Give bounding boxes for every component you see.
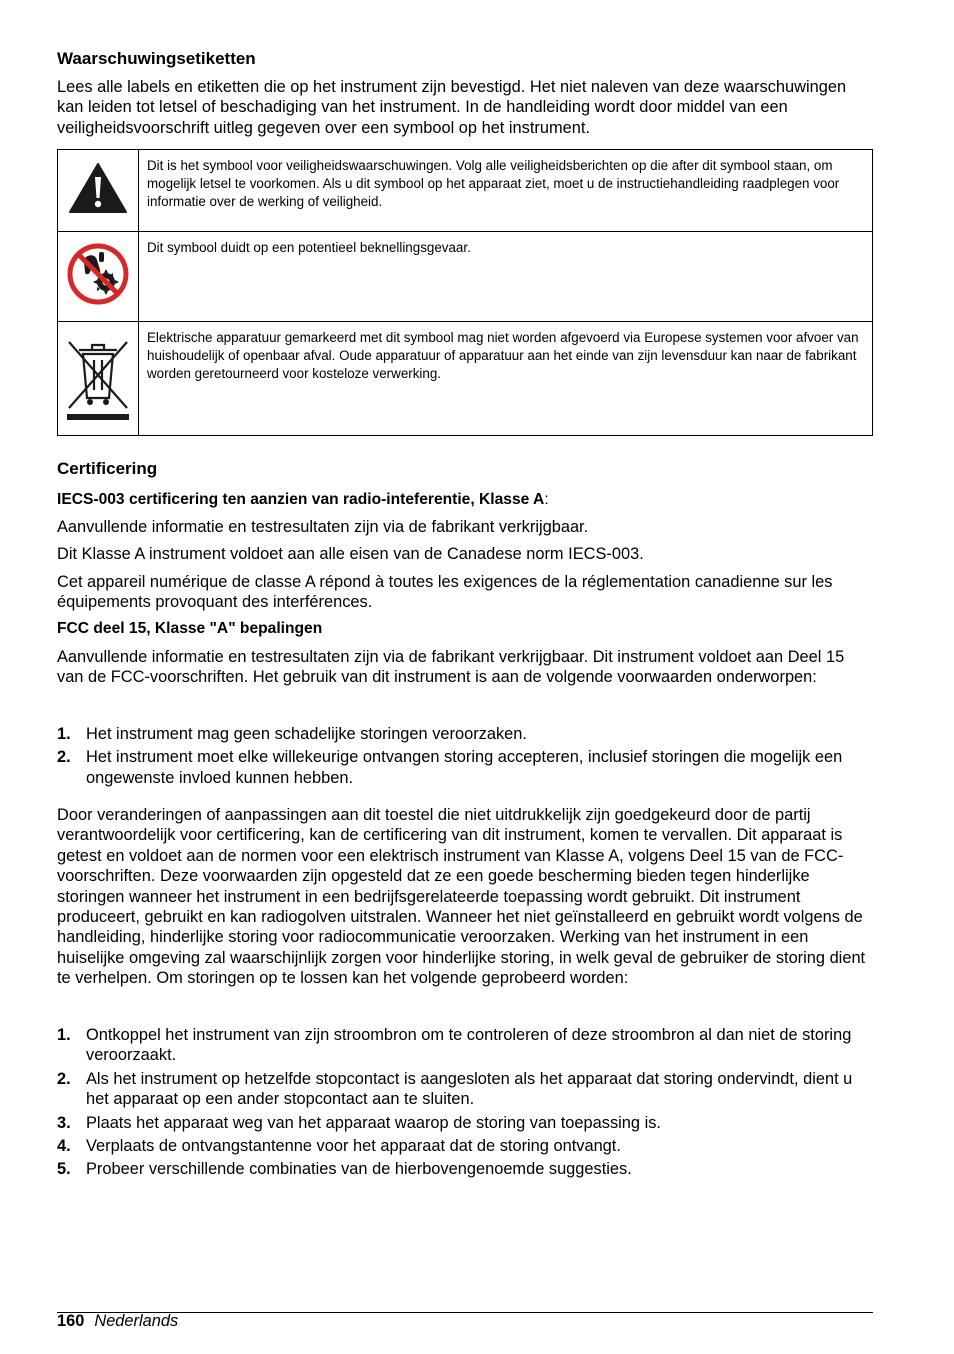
weee-crossed-bin-icon	[65, 328, 131, 424]
list-item	[57, 1113, 873, 1133]
list-item-number: 3.	[57, 1113, 71, 1132]
list-item-text: Het instrument moet elke willekeurige ontvangen storing accepteren, inclusief storingen die mogelijk een ongewenste invloed kunnen hebben.	[86, 748, 843, 787]
list-item-number: 2.	[57, 748, 71, 767]
list-item-number: 1.	[57, 1026, 71, 1044]
list-item-number: 4.	[57, 1137, 71, 1156]
footer-language: Nederlands	[94, 1312, 179, 1330]
section-title-warning-labels: Waarschuwingsetiketten	[57, 49, 256, 68]
iecs-paragraph-2: Dit Klasse A instrument voldoet aan alle eisen van de Canadese norm IECS-003.	[57, 545, 644, 563]
warning-description: Elektrische apparatuur gemarkeerd met dit symbool mag niet worden afgevoerd via Europese systemen voor afvoer van huishoudelijk of openbaar afval. Oude apparatuur of apparatuur aan het einde van zijn levensduur kan naar de fabrikant worden geretourneerd voor kosteloze verwerking.	[139, 322, 873, 436]
list-item-number: 5.	[57, 1160, 71, 1179]
list-item-text: Ontkoppel het instrument van zijn stroombron om te controleren of deze stroombron al dan niet de storing veroorzaakt.	[86, 1026, 852, 1065]
list-item-text: Plaats het apparaat weg van het apparaat waarop de storing van toepassing is.	[86, 1113, 661, 1132]
warning-symbol-cell	[58, 322, 139, 436]
page-number: 160	[57, 1312, 85, 1330]
fcc-conditions-list	[57, 724, 873, 788]
warning-row	[58, 322, 873, 436]
pinch-hazard-icon	[66, 242, 130, 306]
iecs-heading-colon: :	[544, 491, 549, 508]
section-title-certification: Certificering	[57, 459, 158, 478]
warning-symbols-table	[57, 149, 873, 436]
fcc-paragraph-1: Aanvullende informatie en testresultaten zijn via de fabrikant verkrijgbaar. Dit instrument voldoet aan Deel 15 van de FCC-voorschriften. Het gebruik van dit instrument is aan de volgende voorwaarden onderworpen:	[57, 648, 845, 687]
fcc-remedies-list	[57, 1025, 873, 1180]
fcc-heading: FCC deel 15, Klasse "A" bepalingen	[57, 620, 323, 637]
fcc-paragraph-2: Door veranderingen of aanpassingen aan dit toestel die niet uitdrukkelijk zijn goedgekeurd door de partij verantwoordelijk voor certificering, kan de certificering van dit instrument, komen te vervallen. Dit apparaat is getest en voldoet aan de normen voor een elektrisch instrument van Klasse A, volgens Deel 15 van de FCC-voorschriften. Deze voorwaarden zijn opgesteld dat ze een goede bescherming bieden tegen hinderlijke storingen wanneer het instrument in een bedrijfsgerelateerde toepassing wordt gebruikt. Dit instrument produceert, gebruikt en kan radiogolven uitstralen. Wanneer het niet geïnstalleerd en gebruikt wordt volgens de handleiding, hinderlijke storing voor radiocommunicatie veroorzaken. Werking van het instrument in een huiselijke omgeving zal waarschijnlijk zorgen voor hinderlijke storing, in welk geval de gebruiker de storing dient te verhelpen. Om storingen op te lossen kan het volgende geprobeerd worden:	[57, 806, 866, 988]
warning-intro-paragraph: Lees alle labels en etiketten die op het instrument zijn bevestigd. Het niet naleven van deze waarschuwingen kan leiden tot letsel of beschadiging van het instrument. In de handleiding wordt door middel van een veiligheidsvoorschrift uitleg gegeven over een symbool op het instrument.	[57, 78, 847, 137]
list-item	[57, 1025, 873, 1066]
warning-symbol-cell	[58, 150, 139, 232]
list-item-number: 2.	[57, 1069, 71, 1088]
iecs-paragraph-1: Aanvullende informatie en testresultaten zijn via de fabrikant verkrijgbaar.	[57, 518, 589, 536]
list-item	[57, 1136, 873, 1156]
list-item-text: Het instrument mag geen schadelijke storingen veroorzaken.	[86, 725, 527, 743]
warning-description: Dit is het symbool voor veiligheidswaarschuwingen. Volg alle veiligheidsberichten op die after dit symbool staan, om mogelijk letsel te voorkomen. Als u dit symbool op het apparaat ziet, moet u de instructiehandleiding raadplegen voor informatie over de werking of veiligheid.	[139, 150, 873, 232]
list-item	[57, 1159, 873, 1179]
footer-divider	[57, 1312, 873, 1313]
warning-description: Dit symbool duidt op een potentieel beknellingsgevaar.	[139, 232, 873, 322]
iecs-heading	[57, 490, 549, 510]
list-item	[57, 1069, 873, 1110]
list-item-number: 1.	[57, 725, 71, 743]
list-item-text: Probeer verschillende combinaties van de hierbovengenoemde suggesties.	[86, 1160, 632, 1179]
warning-symbol-cell	[58, 232, 139, 322]
warning-triangle-icon	[68, 162, 128, 214]
list-item	[57, 724, 873, 744]
list-item	[57, 747, 873, 788]
iecs-paragraph-3-french: Cet appareil numérique de classe A répond à toutes les exigences de la réglementation canadienne sur les équipements provoquant des interférences.	[57, 573, 833, 612]
list-item-text: Als het instrument op hetzelfde stopcontact is aangesloten als het apparaat dat storing ondervindt, dient u het apparaat op een ander stopcontact aan te sluiten.	[86, 1069, 853, 1109]
list-item-text: Verplaats de ontvangstantenne voor het apparaat dat de storing ontvangt.	[86, 1137, 621, 1156]
page-footer	[57, 1311, 178, 1331]
iecs-heading-text: IECS-003 certificering ten aanzien van radio-inteferentie, Klasse A	[57, 491, 545, 508]
warning-row	[58, 150, 873, 232]
warning-row	[58, 232, 873, 322]
